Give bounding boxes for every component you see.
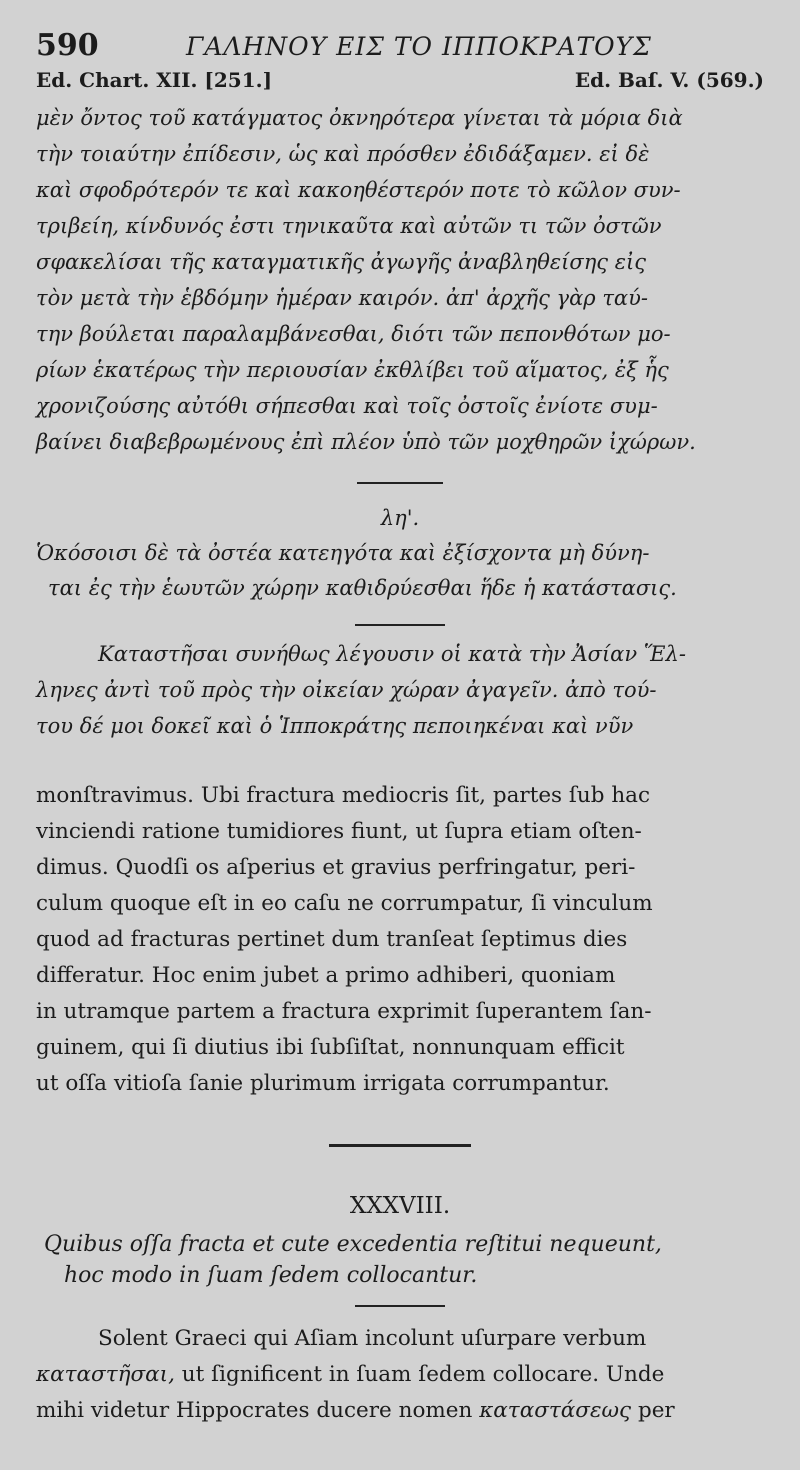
text-line: guinem, qui ſi diutius ibi ſubſiſtat, nonnunquam efficit (36, 1035, 625, 1060)
greek-lemma (36, 536, 764, 606)
text-line: Καταστῆσαι συνήθως λέγουσιν οἱ κατὰ τὴν Ἀσίαν Ἕλ- (98, 642, 686, 666)
text-run: per (631, 1398, 675, 1423)
text-line: hoc modo in ſuam ſedem collocantur. (64, 1263, 478, 1288)
text-run: Solent Graeci qui Aſiam incolunt uſurpare verbum (98, 1326, 647, 1351)
text-line: βαίνει διαβεβρωμένους ἐπὶ πλέον ὑπὸ τῶν μοχθηρῶν ἰχώρων. (36, 430, 696, 454)
running-title: ΓΑΛΗΝΟΥ ΕΙΣ ΤΟ ΙΠΠΟΚΡΑΤΟΥΣ (186, 32, 652, 61)
latin-lemma-number: XXXVIII. (349, 1193, 451, 1219)
text-line: τριβείη, κίνδυνός ἐστι τηνικαῦτα καὶ αὐτῶν τι τῶν ὀστῶν (36, 214, 662, 238)
text-line: καὶ σφοδρότερόν τε καὶ κακοηθέστερόν ποτε τὸ κῶλον συν- (36, 178, 681, 202)
greek-commentary (36, 100, 764, 460)
latin-commentary-2 (36, 1321, 764, 1429)
text-line (36, 1321, 764, 1357)
greek-commentary-2 (36, 636, 764, 744)
section-rule (355, 624, 445, 626)
text-line: dimus. Quodſi os aſperius et gravius perfringatur, peri- (36, 855, 636, 880)
text-line: Ὁκόσοισι δὲ τὰ ὀστέα κατεηγότα καὶ ἐξίσχοντα μὴ δύνη- (36, 541, 650, 565)
text-line: σφακελίσαι τῆς καταγματικῆς ἀγωγῆς ἀναβληθείσης εἰς (36, 250, 646, 274)
text-line: χρονιζούσης αὐτόθι σήπεσθαι καὶ τοῖς ὀστοῖς ἐνίοτε συμ- (36, 394, 658, 418)
text-line: culum quoque eſt in eo caſu ne corrumpatur, ſi vinculum (36, 891, 653, 916)
text-run: mihi videtur Hippocrates ducere nomen (36, 1398, 480, 1423)
text-line: ται ἐς τὴν ἑωυτῶν χώρην καθιδρύεσθαι ἥδε ἡ κατάστασις. (48, 576, 677, 600)
text-line: του δέ μοι δοκεῖ καὶ ὁ Ἱπποκράτης πεποιηκέναι καὶ νῦν (36, 714, 634, 738)
section-rule (355, 1305, 445, 1307)
text-line: monſtravimus. Ubi fractura mediocris ſit, partes ſub hac (36, 783, 651, 808)
text-line: differatur. Hoc enim jubet a primo adhiberi, quoniam (36, 963, 616, 988)
text-run: ut ſignificent in ſuam ſedem collocare. Unde (174, 1362, 665, 1387)
section-rule (357, 482, 443, 484)
edition-basel-ref: Ed. Baſ. V. (569.) (574, 68, 764, 92)
page-number: 590 (36, 28, 99, 63)
text-line: τὸν μετὰ τὴν ἑβδόμην ἡμέραν καιρόν. ἀπ' ἀρχῆς γὰρ ταύ- (36, 286, 648, 310)
text-line: quod ad fracturas pertinet dum tranſeat ſeptimus dies (36, 927, 628, 952)
text-line: τὴν τοιαύτην ἐπίδεσιν, ὡς καὶ πρόσθεν ἐδιδάξαμεν. εἰ δὲ (36, 142, 650, 166)
text-line: in utramque partem a fractura exprimit ſuperantem ſan- (36, 999, 652, 1024)
text-line: την βούλεται παραλαμβάνεσθαι, διότι τῶν πεπονθότων μο- (36, 322, 671, 346)
edition-line (36, 68, 764, 98)
text-line: ληνες ἀντὶ τοῦ πρὸς τὴν οἰκείαν χώραν ἀγαγεῖν. ἀπὸ τού- (36, 678, 657, 702)
text-line: ut oſſa vitioſa ſanie plurimum irrigata corrumpantur. (36, 1071, 610, 1096)
text-line (36, 1393, 764, 1429)
greek-word: καταστῆσαι, (36, 1362, 175, 1387)
section-rule (329, 1144, 471, 1147)
text-line: vinciendi ratione tumidiores fiunt, ut ſupra etiam oſten- (36, 819, 642, 844)
edition-chart-ref: Ed. Chart. XII. [251.] (36, 68, 273, 92)
text-line (36, 1357, 764, 1393)
greek-lemma-number: λη'. (380, 506, 420, 530)
text-line: μὲν ὄντος τοῦ κατάγματος ὀκνηρότερα γίνεται τὰ μόρια διὰ (36, 106, 683, 130)
running-head (36, 0, 764, 63)
text-line: ρίων ἑκατέρως τὴν περιουσίαν ἐκθλίβει τοῦ αἵματος, ἐξ ἧς (36, 358, 669, 382)
latin-lemma (36, 1229, 764, 1291)
greek-word: καταστάσεως (479, 1398, 632, 1423)
text-line: Quibus oſſa fracta et cute excedentia reſtitui nequeunt, (44, 1232, 662, 1257)
latin-commentary (36, 778, 764, 1102)
